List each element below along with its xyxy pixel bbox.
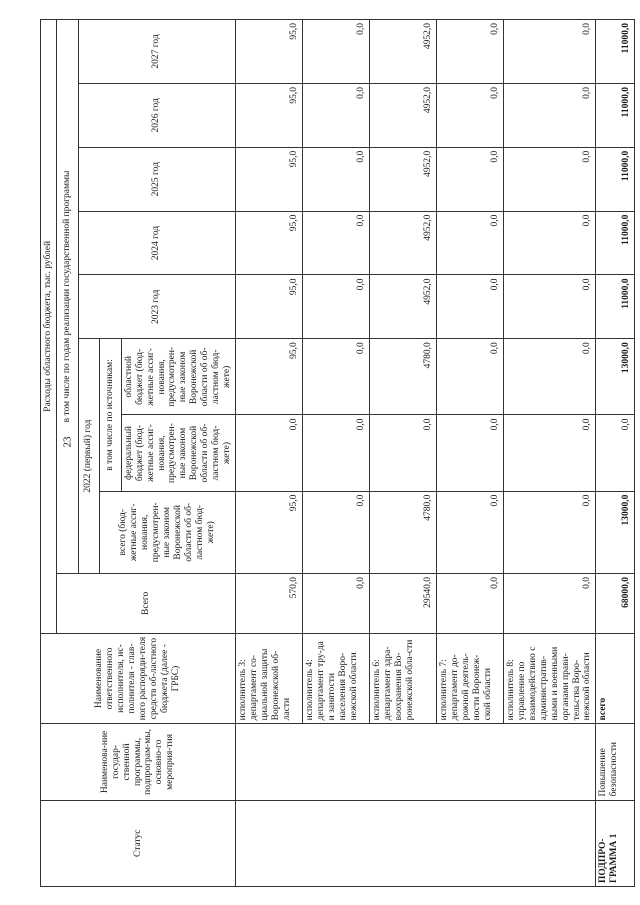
year-2026-cell: 95,0 [236, 83, 303, 147]
header-year-2025: 2025 год [78, 147, 235, 211]
year-2027-cell: 4952,0 [370, 20, 437, 84]
rotated-table-container [40, 19, 640, 887]
year-2025-cell: 0,0 [504, 147, 596, 211]
subprogram-federal: 0,0 [596, 415, 635, 491]
first-year-total-cell: 0,0 [303, 491, 370, 573]
subprogram-year-2026: 11000,0 [596, 83, 635, 147]
subprogram-regional: 13000,0 [596, 339, 635, 415]
header-expenses: Расходы областного бюджета, тыс. рублей [41, 20, 57, 634]
year-2027-cell: 0,0 [437, 20, 504, 84]
federal-cell: 0,0 [236, 415, 303, 491]
regional-cell: 0,0 [504, 339, 596, 415]
year-2024-cell: 0,0 [504, 211, 596, 275]
subprogram-year-2024: 11000,0 [596, 211, 635, 275]
year-2026-cell: 4952,0 [370, 83, 437, 147]
subprogram-name: Повышение безопасности [596, 724, 635, 800]
year-2025-cell: 4952,0 [370, 147, 437, 211]
first-year-total-cell: 0,0 [437, 491, 504, 573]
regional-cell: 0,0 [437, 339, 504, 415]
federal-cell: 0,0 [370, 415, 437, 491]
year-2026-cell: 0,0 [303, 83, 370, 147]
subprogram-year-2025: 11000,0 [596, 147, 635, 211]
year-2027-cell: 0,0 [504, 20, 596, 84]
year-2024-cell: 95,0 [236, 211, 303, 275]
total-cell: 29540,0 [370, 574, 437, 634]
year-2025-cell: 0,0 [437, 147, 504, 211]
subprogram-first-year-total: 13000,0 [596, 491, 635, 573]
subprogram-status: ПОДПРО-ГРАММА 1 [596, 800, 635, 886]
header-year-2024: 2024 год [78, 211, 235, 275]
executor-cell: исполнитель 7: департамент до-рожной деятель-ности Воронеж-ской области [437, 633, 504, 724]
year-2025-cell: 0,0 [303, 147, 370, 211]
header-year-2023: 2023 год [78, 275, 235, 339]
executor-cell: исполнитель 3: департамент со-циальной защиты Воронежской об-ласти [236, 633, 303, 724]
total-cell: 0,0 [303, 574, 370, 634]
year-2023-cell: 95,0 [236, 275, 303, 339]
subprogram-total: 68000,0 [596, 574, 635, 634]
first-year-total-cell: 0,0 [504, 491, 596, 573]
federal-cell: 0,0 [504, 415, 596, 491]
header-by-sources: в том числе по источникам: [100, 339, 122, 491]
year-2027-cell: 0,0 [303, 20, 370, 84]
status-cell-empty [236, 800, 596, 886]
year-2026-cell: 0,0 [437, 83, 504, 147]
executor-cell: исполнитель 8: управление по взаимодействию с административ-ными и военными органами прави-тельства Воро-нежской области [504, 633, 596, 724]
regional-cell: 4780,0 [370, 339, 437, 415]
regional-cell: 0,0 [303, 339, 370, 415]
executor-cell: исполнитель 4: департамент тру-да и занятости населения Воро-нежской области [303, 633, 370, 724]
federal-cell: 0,0 [437, 415, 504, 491]
table-row [236, 20, 303, 887]
year-2024-cell: 4952,0 [370, 211, 437, 275]
header-regional: областной бюджет (бюд-жетные ассиг-нования, предусмотрен-ные законом Воронежской области об об-ластном бюд-жете) [121, 339, 235, 415]
header-total: Всего [56, 574, 235, 634]
year-2023-cell: 0,0 [504, 275, 596, 339]
header-first-year: 2022 (первый) год [78, 339, 100, 574]
total-cell: 0,0 [504, 574, 596, 634]
total-cell: 0,0 [437, 574, 504, 634]
regional-cell: 95,0 [236, 339, 303, 415]
header-program-name: Наименова-ние государ-ственной программы, подпрограм-мы, основно-го мероприя-тия [41, 724, 236, 800]
year-2023-cell: 0,0 [437, 275, 504, 339]
total-cell: 570,0 [236, 574, 303, 634]
year-2024-cell: 0,0 [303, 211, 370, 275]
executor-cell: исполнитель 6: департамент здра-воохранения Во-ронежской обла-сти [370, 633, 437, 724]
year-2027-cell: 95,0 [236, 20, 303, 84]
header-executor: Наименование ответственного исполнителя, ис-полнителя - глав-ного распоряди-теля средств об-ластного бюджета (далее - ГРБС) [41, 633, 236, 724]
subprogram-year-2027: 11000,0 [596, 20, 635, 84]
federal-cell: 0,0 [303, 415, 370, 491]
page-number: 23 [61, 436, 74, 448]
header-year-2026: 2026 год [78, 83, 235, 147]
header-year-2027: 2027 год [78, 20, 235, 84]
subprogram-executor: всего [596, 633, 635, 724]
year-2023-cell: 4952,0 [370, 275, 437, 339]
program-name-cell-empty [236, 724, 596, 800]
header-status: Статус [41, 800, 236, 886]
year-2024-cell: 0,0 [437, 211, 504, 275]
subprogram-year-2023: 11000,0 [596, 275, 635, 339]
year-2026-cell: 0,0 [504, 83, 596, 147]
header-first-year-total: всего (бюд-жетные ассиг-нования, предусмотрен-ные законом Воронежской области об об-ластном бюд-жете) [100, 491, 236, 573]
header-federal: федеральный бюджет (бюд-жетные ассиг-нования, предусмотрен-ные законом Воронежской области об об-ластном бюд-жете) [121, 415, 235, 491]
subprogram-row [596, 20, 635, 887]
budget-table [40, 19, 635, 887]
year-2025-cell: 95,0 [236, 147, 303, 211]
first-year-total-cell: 4780,0 [370, 491, 437, 573]
first-year-total-cell: 95,0 [236, 491, 303, 573]
header-by-years: в том числе по годам реализации государственной программы [56, 20, 78, 574]
year-2023-cell: 0,0 [303, 275, 370, 339]
